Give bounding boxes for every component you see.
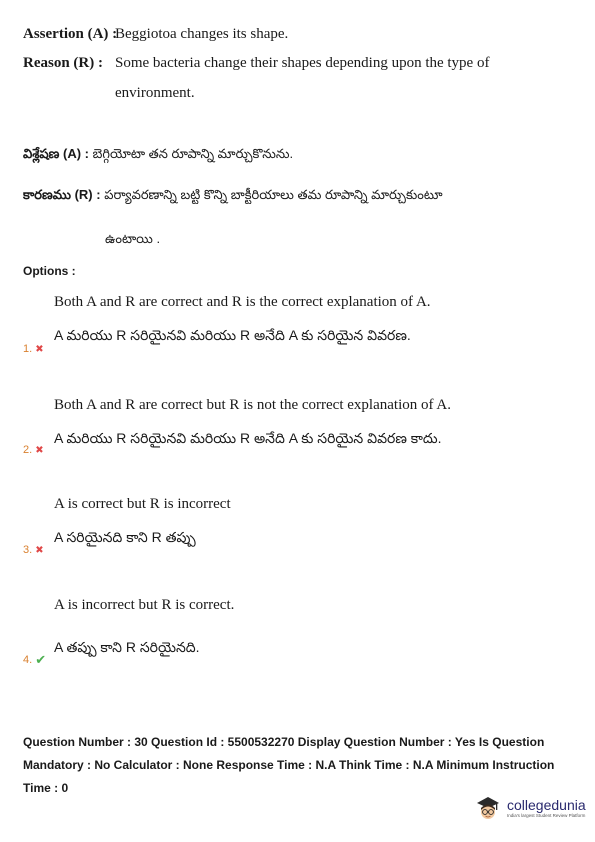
option-4-telugu: A తప్పు కాని R సరియైనది. <box>54 639 200 655</box>
assertion-label: Assertion (A) : <box>23 26 118 42</box>
option-1-english: Both A and R are correct and R is the correct explanation of A. <box>54 294 431 310</box>
wrong-icon: ✖ <box>35 444 44 456</box>
option-4-marker[interactable] <box>23 652 46 668</box>
option-4-number: 4. <box>23 654 33 666</box>
telugu-assertion-line <box>23 146 293 165</box>
reason-line <box>23 55 489 72</box>
option-2-number: 2. <box>23 444 33 456</box>
option-3-english: A is correct but R is incorrect <box>54 496 231 512</box>
telugu-reason-text: పర్యావరణాన్ని బట్టి కొన్ని బాక్టీరియాలు తమ రూపాన్ని మార్చుకుంటూ <box>104 187 443 202</box>
reason-text-continued: environment. <box>115 85 195 101</box>
correct-check-icon: ✔ <box>35 652 47 667</box>
assertion-text: Beggiotoa changes its shape. <box>115 26 289 42</box>
option-2-telugu: A మరియు R సరియైనవి మరియు R అనేది A కు సరియైన వివరణ కాదు. <box>54 430 442 446</box>
option-2-marker[interactable] <box>23 444 44 456</box>
assertion-line <box>23 26 288 43</box>
option-1-marker[interactable] <box>23 343 44 355</box>
option-3-marker[interactable] <box>23 544 44 556</box>
collegedunia-mascot-icon <box>474 794 502 822</box>
options-title: Options : <box>23 264 76 278</box>
telugu-reason-line <box>23 187 443 206</box>
logo-name: collegedunia <box>507 796 586 813</box>
wrong-icon: ✖ <box>35 343 44 355</box>
wrong-icon: ✖ <box>35 544 44 556</box>
option-3-telugu: A సరియైనది కాని R తప్పు <box>54 529 196 545</box>
telugu-assertion-text: బెగ్గియోటా తన రూపాన్ని మార్చుకొనును. <box>92 146 294 161</box>
reason-text: Some bacteria change their shapes depending upon the type of <box>115 55 490 71</box>
option-1-number: 1. <box>23 343 33 355</box>
option-2-english: Both A and R are correct but R is not the correct explanation of A. <box>54 397 451 413</box>
option-3-number: 3. <box>23 544 33 556</box>
telugu-reason-label: కారణము (R) : <box>23 187 101 202</box>
telugu-reason-text-continued: ఉంటాయి . <box>105 231 161 246</box>
reason-label: Reason (R) : <box>23 55 103 71</box>
telugu-assertion-label: విశ్లేషణ (A) : <box>23 146 89 161</box>
question-metadata: Question Number : 30 Question Id : 5500532270 Display Question Number : Yes Is Question Mandatory : No Calculator : None Response Time : N.A Think Time : N.A Minimum Instruction Time : 0 <box>23 735 555 795</box>
option-1-telugu: A మరియు R సరియైనవి మరియు R అనేది A కు సరియైన వివరణ. <box>54 327 411 343</box>
logo-tagline: India's largest Student Review Platform <box>507 812 586 818</box>
collegedunia-logo <box>474 794 586 822</box>
option-4-english: A is incorrect but R is correct. <box>54 597 235 613</box>
